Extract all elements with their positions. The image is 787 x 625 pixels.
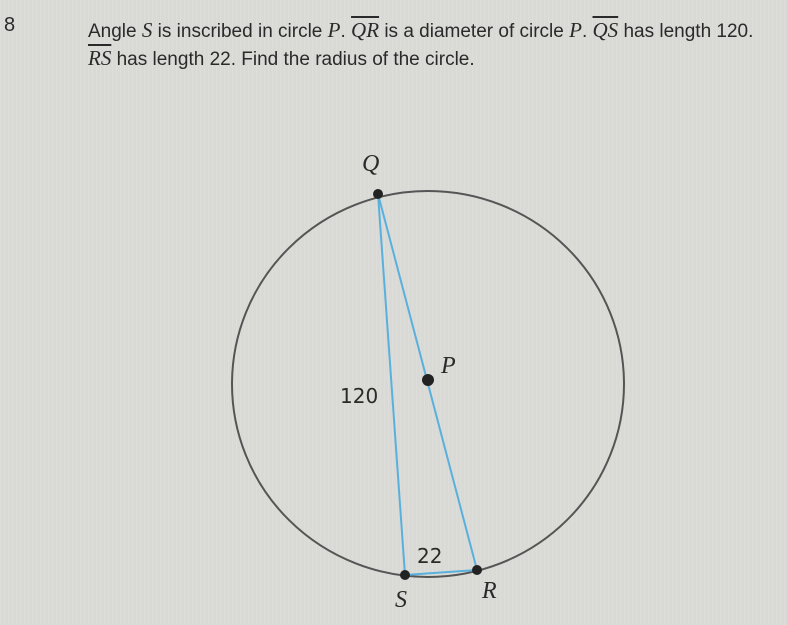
segment-rs: $\overline{RS}$: [88, 46, 112, 70]
var-s: S: [141, 18, 153, 42]
label-r: R: [482, 578, 497, 604]
label-p: P: [441, 353, 456, 379]
var-p: P: [327, 18, 341, 42]
var-p: P: [569, 18, 582, 42]
segment-qs-line: [378, 194, 405, 575]
point-q: [373, 189, 383, 199]
text: has length 120.: [618, 21, 754, 42]
label-q: Q: [362, 151, 380, 177]
length-label-qs: 120: [340, 384, 379, 408]
point-s: [400, 570, 410, 580]
question-number: 8: [4, 14, 16, 36]
text: .: [581, 21, 593, 42]
point-r: [472, 565, 482, 575]
text: .: [340, 21, 352, 42]
text: is a diameter of circle: [379, 21, 570, 42]
segment-qs: $\overline{QS}$: [592, 18, 619, 42]
text: Angle: [88, 21, 142, 42]
segment-qr: $\overline{QR}$: [351, 18, 380, 42]
point-p: [422, 374, 434, 386]
label-s: S: [395, 587, 407, 613]
text: is inscribed in circle: [152, 21, 328, 42]
text: has length 22. Find the radius of the circle.: [111, 49, 475, 70]
length-label-rs: 22: [417, 544, 443, 568]
